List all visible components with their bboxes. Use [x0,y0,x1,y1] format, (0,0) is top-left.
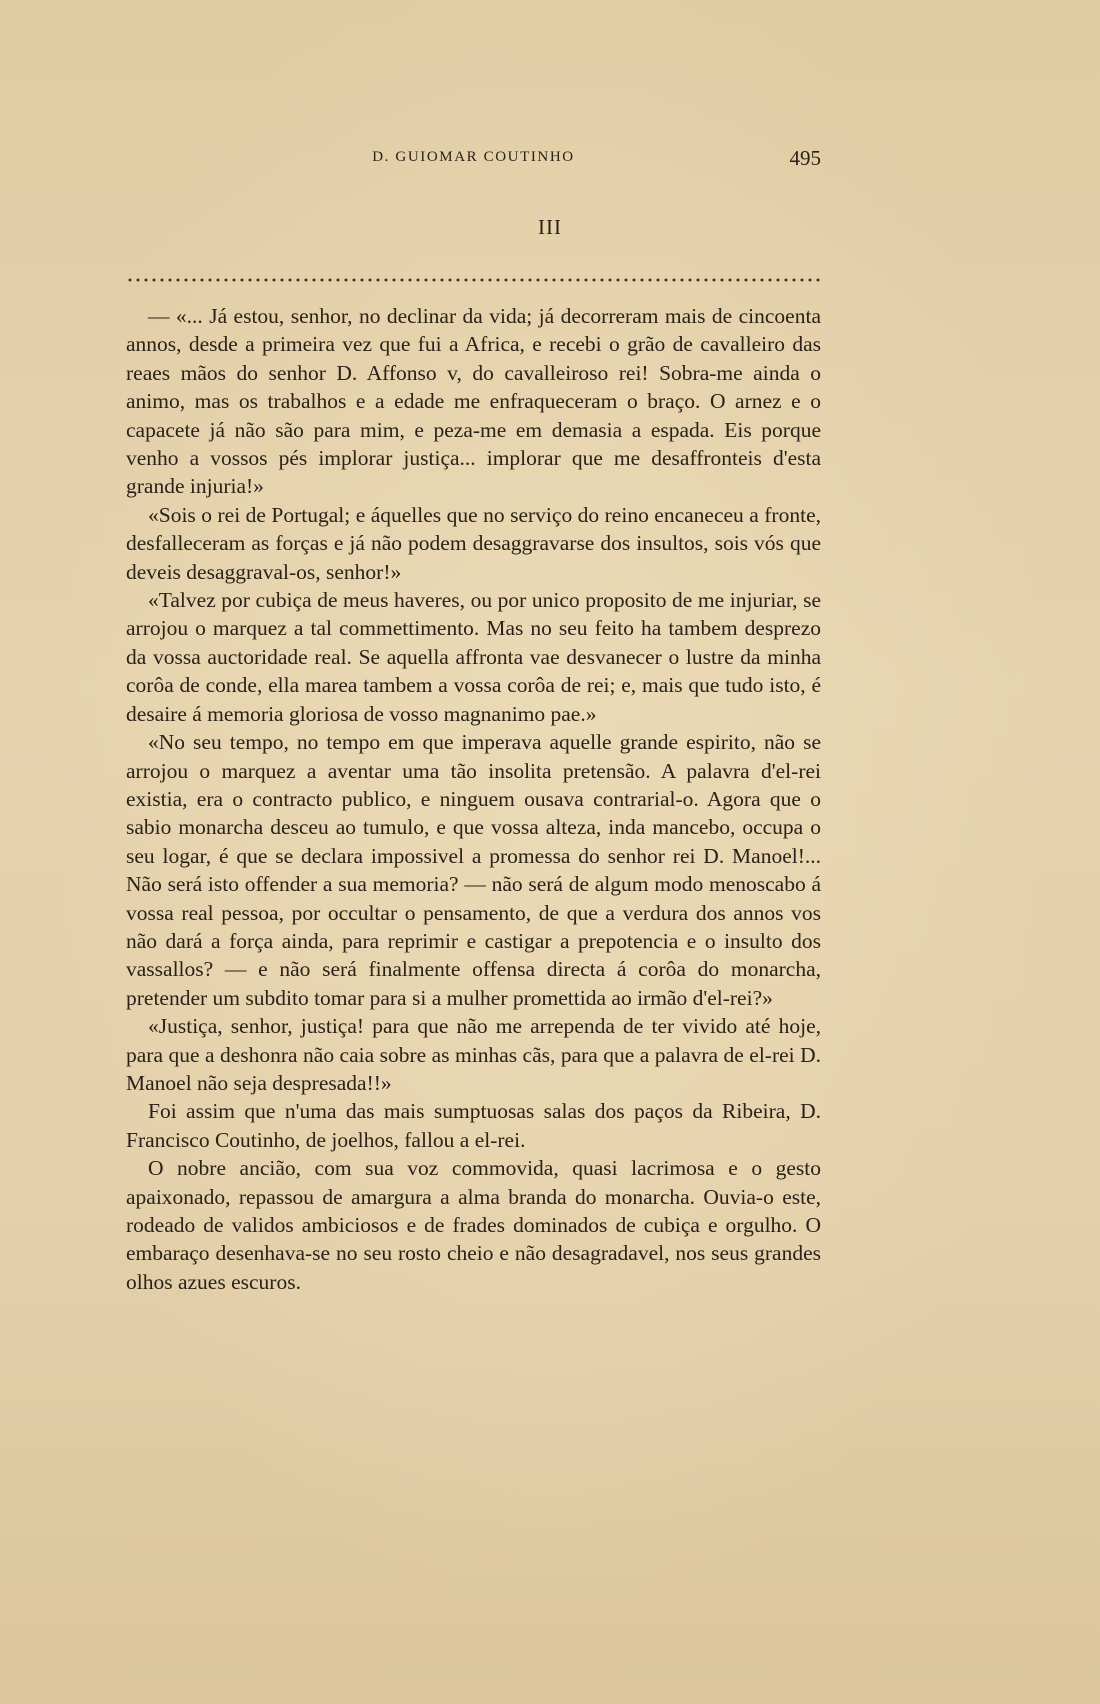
body-text [126,302,821,1296]
dotted-separator [126,278,821,282]
paragraph: «No seu tempo, no tempo em que imperava aquelle grande espirito, não se arrojou o marquez a aventar uma tão insolita pretensão. A palavra d'el-rei existia, era o contracto publico, e ninguem ousava contrarial-o. Agora que o sabio monarcha desceu ao tumulo, e que vossa alteza, inda mancebo, occupa o seu logar, é que se declara impossivel a promessa do senhor rei D. Manoel!... Não será isto offender a sua memoria? — não será de algum modo menoscabo á vossa real pessoa, por occultar o pensamento, de que a verdura dos annos vos não dará a força ainda, para reprimir e castigar a prepotencia e o insulto dos vassallos? — e não será finalmente offensa directa á corôa do monarcha, pretender um subdito tomar para si a mulher promettida ao irmão d'el-rei?» [126,730,821,1010]
running-head [126,146,821,168]
page-number: 495 [789,146,821,170]
running-title: D. GUIOMAR COUTINHO [372,149,575,165]
paragraph: O nobre ancião, com sua voz commovida, quasi lacrimosa e o gesto apaixonado, repassou de amargura a alma branda do monarcha. Ouvia-o este, rodeado de validos ambiciosos e de frades dominados de cubiça e orgulho. O embaraço desenhava-se no seu rosto cheio e não desagradavel, nos seus grandes olhos azues escuros. [126,1156,821,1294]
paragraph: «Sois o rei de Portugal; e áquelles que no serviço do reino encaneceu a fronte, desfalleceram as forças e já não podem desaggravarse dos insultos, sois vós que deveis desaggraval-os, senhor!» [126,502,821,584]
chapter-number: III [538,215,562,239]
paragraph: Foi assim que n'uma das mais sumptuosas salas dos paços da Ribeira, D. Francisco Coutinho, de joelhos, fallou a el-rei. [126,1099,821,1152]
paragraph: «Justiça, senhor, justiça! para que não me arrependa de ter vivido até hoje, para que a deshonra não caia sobre as minhas cãs, para que a palavra de el-rei D. Manoel não seja despresada!!» [126,1014,821,1095]
paragraph: — «... Já estou, senhor, no declinar da vida; já decorreram mais de cincoenta annos, desde a primeira vez que fui a Africa, e recebi o grão de cavalleiro das reaes mãos do senhor D. Affonso v, do cavalleiroso rei! Sobra-me ainda o animo, mas os trabalhos e a edade me enfraqueceram o braço. O arnez e o capacete já não são para mim, e peza-me em demasia a espada. Eis porque venho a vossos pés implorar justiça... implorar que me desaffronteis d'esta grande injuria!» [126,304,821,499]
paragraph: «Talvez por cubiça de meus haveres, ou por unico proposito de me injuriar, se arrojou o marquez a tal commettimento. Mas no seu feito ha tambem desprezo da vossa auctoridade real. Se aquella affronta vae desvanecer o lustre da minha corôa de conde, ella marea tambem a vossa corôa de rei; e, mais que tudo isto, é desaire á memoria gloriosa de vosso magnanimo pae.» [126,588,821,726]
